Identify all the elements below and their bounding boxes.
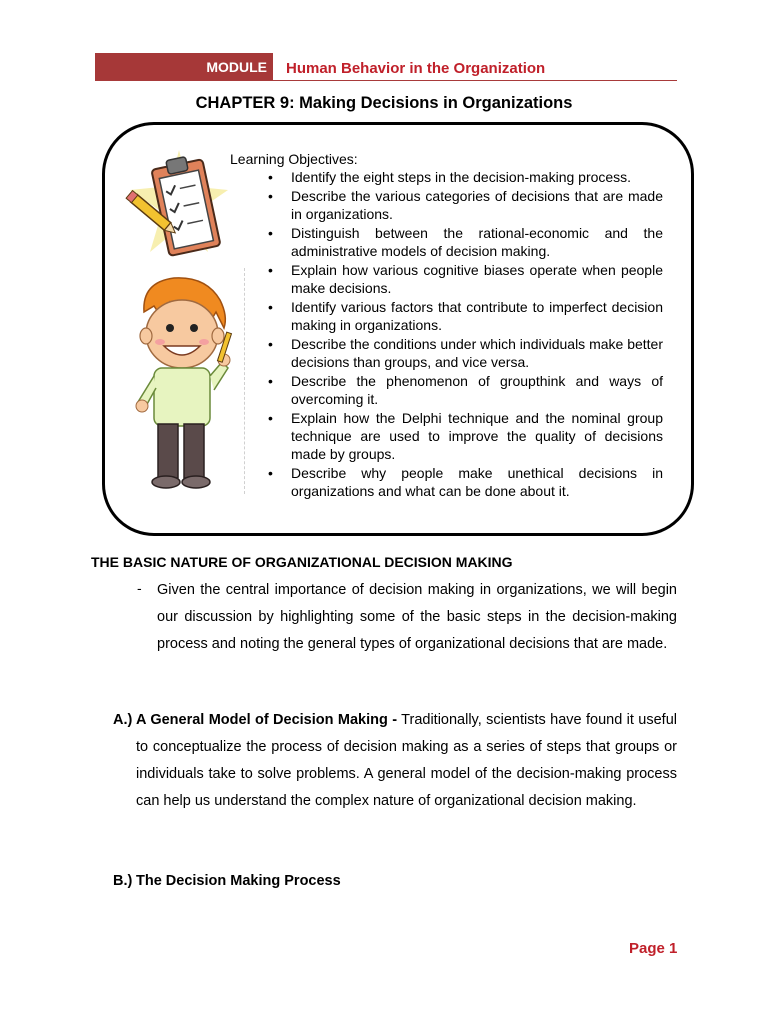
clipboard-icon: [124, 148, 234, 266]
module-title: Human Behavior in the Organization: [286, 60, 546, 77]
intro-paragraph: Given the central importance of decision making in organizations, we will begin our discussion by highlighting some of the basic steps in the decision-making process and noting the general types of organizational decisions that are made.: [157, 582, 677, 652]
subsection-a-paragraph: [136, 707, 677, 815]
objective-item: • Explain how various cognitive biases operate when people make decisions.: [266, 261, 663, 297]
page-number: Page 1: [629, 940, 678, 957]
module-label: MODULE: [206, 59, 267, 75]
objective-item: • Identify the eight steps in the decision-making process.: [266, 168, 663, 186]
boy-with-pencil-icon: [124, 272, 244, 494]
subsection-a-text: Traditionally, scientists have found it useful to conceptualize the process of decision making as a series of steps that groups or individuals take to solve problems. A general model of the decision-making process can help us understand the complex nature of organizational decision making.: [136, 712, 677, 809]
objective-item: • Describe the phenomenon of groupthink and ways of overcoming it.: [266, 372, 663, 408]
objective-item: • Identify various factors that contribute to imperfect decision making in organizations.: [266, 298, 663, 334]
objective-item: • Describe the various categories of decisions that are made in organizations.: [266, 187, 663, 223]
objective-item: • Describe why people make unethical decisions in organizations and what can be done about it.: [266, 464, 663, 500]
illustration-divider: [244, 268, 245, 494]
subsection-b-heading: The Decision Making Process: [136, 873, 341, 889]
objective-item: • Explain how the Delphi technique and the nominal group technique are used to improve the quality of decisions made by groups.: [266, 409, 663, 463]
module-tab: [95, 53, 273, 80]
chapter-title: CHAPTER 9: Making Decisions in Organizations: [195, 94, 573, 112]
intro-dash: -: [137, 580, 142, 596]
objective-item: • Distinguish between the rational-economic and the administrative models of decision making.: [266, 224, 663, 260]
objective-item: • Describe the conditions under which individuals make better decisions than groups, and vice versa.: [266, 335, 663, 371]
objectives-list: [266, 168, 663, 501]
subsection-a-heading: A General Model of Decision Making -: [136, 712, 398, 728]
objectives-heading: Learning Objectives:: [230, 151, 358, 167]
subsection-b-marker: B.): [113, 873, 133, 889]
module-header: [95, 53, 677, 81]
subsection-a-marker: A.): [113, 712, 133, 728]
section-heading: THE BASIC NATURE OF ORGANIZATIONAL DECISION MAKING: [91, 554, 513, 570]
